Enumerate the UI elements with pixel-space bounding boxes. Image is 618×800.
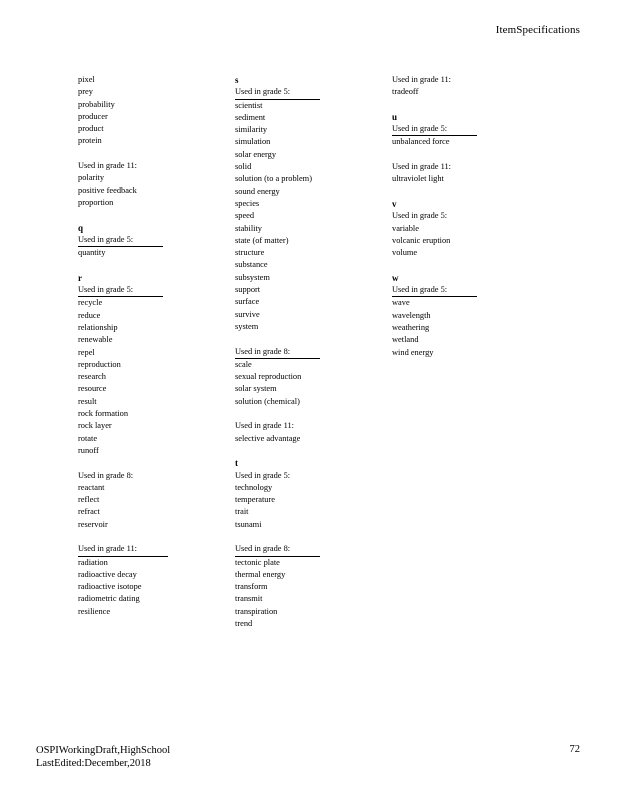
grade-label: Used in grade 11:: [78, 543, 168, 556]
glossary-term: renewable: [78, 335, 113, 345]
glossary-term: trend: [235, 619, 253, 629]
glossary-section: [392, 198, 532, 259]
glossary-term: protein: [78, 136, 102, 146]
glossary-column-3: [392, 74, 532, 371]
glossary-term: transform: [235, 582, 268, 592]
grade-label: Used in grade 5:: [392, 123, 477, 136]
section-letter: s: [235, 75, 239, 85]
glossary-term: tectonic plate: [235, 557, 280, 567]
grade-label: Used in grade 8:: [235, 543, 320, 556]
glossary-term: radiation: [78, 557, 108, 567]
grade-label: Used in grade 5:: [78, 284, 163, 297]
glossary-term: tsunami: [235, 519, 262, 529]
glossary-section: [235, 346, 375, 408]
glossary-term: reflect: [78, 495, 100, 505]
glossary-term: reservoir: [78, 519, 108, 529]
grade-label: Used in grade 11:: [392, 162, 451, 172]
glossary-term: transpiration: [235, 606, 278, 616]
glossary-section: [78, 470, 218, 531]
grade-label: Used in grade 5:: [235, 86, 320, 99]
glossary-section: [392, 74, 532, 99]
page-footer: [36, 744, 170, 770]
glossary-term: similarity: [235, 125, 268, 135]
glossary-term: radioactive isotope: [78, 582, 142, 592]
section-letter: r: [78, 272, 82, 283]
glossary-term: result: [78, 396, 97, 406]
glossary-term: variable: [392, 223, 419, 233]
glossary-term: substance: [235, 260, 268, 270]
glossary-term: speed: [235, 211, 255, 221]
glossary-term: volume: [392, 248, 418, 258]
glossary-term: product: [78, 124, 104, 134]
glossary-term: structure: [235, 248, 265, 258]
glossary-term: refract: [78, 507, 100, 517]
glossary-term: selective advantage: [235, 433, 301, 443]
glossary-term: relationship: [78, 322, 118, 332]
glossary-term: sediment: [235, 112, 266, 122]
grade-label: Used in grade 5:: [78, 234, 163, 247]
section-letter: u: [392, 111, 398, 122]
glossary-term: reactant: [78, 482, 105, 492]
footer-line-2: LastEdited:December,2018: [36, 758, 151, 769]
glossary-term: ultraviolet light: [392, 174, 444, 184]
glossary-term: reduce: [78, 310, 101, 320]
glossary-term: rock layer: [78, 421, 112, 431]
section-letter: t: [235, 458, 238, 469]
glossary-term: simulation: [235, 137, 271, 147]
glossary-term: recycle: [78, 298, 103, 308]
glossary-term: sexual reproduction: [235, 372, 302, 382]
footer-line-1: OSPIWorkingDraft,HighSchool: [36, 745, 171, 756]
section-letter: w: [392, 272, 399, 283]
glossary-term: thermal energy: [235, 569, 286, 579]
glossary-term: volcanic eruption: [392, 235, 451, 245]
glossary-term: producer: [78, 111, 108, 121]
grade-label: Used in grade 8:: [78, 470, 134, 480]
glossary-term: scale: [235, 359, 252, 369]
grade-label: Used in grade 5:: [235, 470, 291, 480]
glossary-term: runoff: [78, 445, 99, 455]
glossary-section: [78, 74, 218, 148]
glossary-column-1: [78, 74, 218, 630]
grade-label: Used in grade 11:: [78, 161, 137, 171]
glossary-section: [78, 543, 218, 618]
glossary-term: prey: [78, 87, 93, 97]
glossary-term: positive feedback: [78, 185, 137, 195]
glossary-term: transmit: [235, 594, 263, 604]
glossary-term: unbalanced force: [392, 137, 450, 147]
section-letter: v: [392, 198, 397, 209]
glossary-section: [235, 420, 375, 445]
grade-label: Used in grade 8:: [235, 346, 320, 359]
glossary-term: rock formation: [78, 409, 129, 419]
section-letter: q: [78, 222, 84, 233]
glossary-term: surface: [235, 297, 260, 307]
glossary-term: scientist: [235, 100, 263, 110]
page-header-title: ItemSpecifications: [495, 24, 580, 36]
glossary-term: radioactive decay: [78, 569, 137, 579]
glossary-term: quantity: [78, 248, 106, 258]
glossary-term: wavelength: [392, 310, 431, 320]
glossary-term: species: [235, 198, 260, 208]
glossary-term: weathering: [392, 322, 430, 332]
glossary-term: survive: [235, 309, 260, 319]
grade-label: Used in grade 5:: [392, 284, 477, 297]
grade-label: Used in grade 11:: [392, 75, 451, 84]
grade-label: Used in grade 5:: [392, 211, 448, 221]
glossary-section: [392, 272, 532, 359]
glossary-term: stability: [235, 223, 262, 233]
page-number: 72: [569, 744, 580, 755]
glossary-term: solution (chemical): [235, 396, 300, 406]
glossary-term: trait: [235, 507, 249, 517]
glossary-term: radiometric dating: [78, 594, 140, 604]
glossary-term: polarity: [78, 173, 105, 183]
glossary-term: temperature: [235, 495, 275, 505]
glossary-term: research: [78, 372, 106, 382]
glossary-term: wetland: [392, 335, 419, 345]
glossary-term: support: [235, 285, 261, 295]
glossary-section: [78, 160, 218, 209]
glossary-term: solid: [235, 162, 252, 172]
glossary-term: probability: [78, 99, 115, 109]
glossary-term: sound energy: [235, 186, 280, 196]
glossary-term: system: [235, 321, 259, 331]
glossary-section: [235, 74, 375, 333]
grade-label: Used in grade 11:: [235, 421, 294, 431]
glossary-term: wave: [392, 298, 410, 308]
glossary-term: solar system: [235, 384, 277, 394]
glossary-term: pixel: [78, 75, 95, 84]
glossary-term: rotate: [78, 433, 98, 443]
glossary-term: technology: [235, 482, 273, 492]
glossary-term: subsystem: [235, 272, 270, 282]
glossary-column-2: [235, 74, 375, 643]
glossary-term: tradeoff: [392, 87, 419, 97]
glossary-term: proportion: [78, 197, 114, 207]
glossary-term: solution (to a problem): [235, 174, 312, 184]
glossary-term: resilience: [78, 606, 111, 616]
glossary-section: [78, 272, 218, 457]
glossary-term: solar energy: [235, 149, 277, 159]
glossary-term: resource: [78, 384, 107, 394]
glossary-section: [235, 457, 375, 531]
glossary-section: [235, 543, 375, 630]
glossary-term: repel: [78, 347, 95, 357]
glossary-term: state (of matter): [235, 235, 289, 245]
glossary-term: reproduction: [78, 359, 121, 369]
glossary-section: [392, 161, 532, 186]
glossary-term: wind energy: [392, 347, 434, 357]
glossary-section: [78, 222, 218, 260]
glossary-section: [392, 111, 532, 149]
